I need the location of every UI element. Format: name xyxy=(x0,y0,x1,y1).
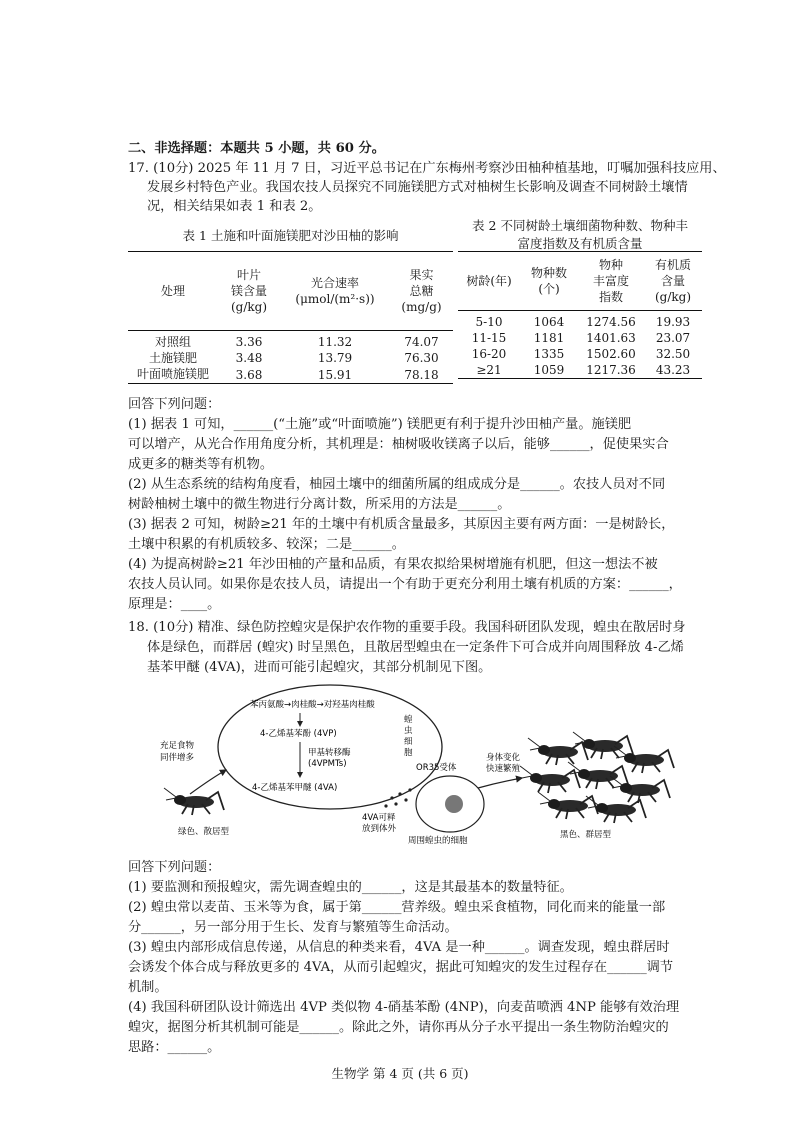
table2-cell: 1217.36 xyxy=(586,363,636,377)
q17-answer-prompt: 回答下列问题： xyxy=(128,397,221,412)
q17-question-line: (2) 从生态系统的结构角度看，柚园土壤中的细菌所属的组成成分是______。农技人员对不同 xyxy=(128,477,666,492)
q18-answer-prompt: 回答下列问题： xyxy=(128,860,221,875)
table1-header-row xyxy=(128,252,453,331)
q17-question-line: 原理是：____。 xyxy=(128,597,221,612)
cell-label-4: 胞 xyxy=(404,748,413,758)
table1-cell: 13.79 xyxy=(317,351,353,365)
table1-header-photo-l1: 光合速率 xyxy=(310,276,359,290)
table2-caption-line-1: 表 2 不同树龄土壤细菌物种数、物种丰 xyxy=(472,218,688,233)
table1-header-mg-l2: 镁含量 xyxy=(230,284,267,298)
receptor-text: OR35受体 xyxy=(416,763,457,773)
table2-header-richness xyxy=(578,252,644,311)
table2-cell: 23.07 xyxy=(655,331,691,345)
q18-question-line: (2) 蝗虫常以麦苗、玉米等为食，属于第______营养级。蝗虫采食植物，同化而来的能量一部 xyxy=(128,900,666,915)
black-gregarious-swarm-icon xyxy=(520,732,674,823)
green-solitary-locust-icon xyxy=(164,788,224,815)
table2-header-age-text: 树龄(年) xyxy=(466,274,512,288)
table1-cell: 78.18 xyxy=(404,367,439,382)
table2-header-richness-l2: 丰富度 xyxy=(592,274,629,288)
table1-cell: 3.48 xyxy=(235,351,263,365)
table1-cell: 74.07 xyxy=(404,335,439,349)
release-text-2: 放到体外 xyxy=(362,824,397,834)
q17-question-line: (1) 据表 1 可知，______(“土施”或“叶面喷施”) 镁肥更有利于提升沙田柚产量。施镁肥 xyxy=(128,417,632,432)
enzyme-text-2: (4VPMTs) xyxy=(308,759,347,769)
change-text-1: 身体变化 xyxy=(486,753,521,763)
change-text-2: 快速繁殖 xyxy=(486,764,521,774)
table2-cell: 1059 xyxy=(533,363,565,377)
table1-caption: 表 1 土施和叶面施镁肥对沙田柚的影响 xyxy=(182,228,399,243)
table2-header-richness-l1: 物种 xyxy=(598,258,623,272)
table-row xyxy=(458,311,702,331)
q17-question-line: 树龄柚树土壤中的微生物进行分离计数，所采用的方法是______。 xyxy=(128,497,511,512)
section-title: 二、非选择题：本题共 5 小题，共 60 分。 xyxy=(128,141,385,156)
cell-label-2: 虫 xyxy=(404,726,413,736)
table2-header-species-l1: 物种数 xyxy=(530,266,567,280)
table2-header-species-l2: (个) xyxy=(538,282,560,296)
table-row xyxy=(458,330,702,346)
table1-cell: 15.91 xyxy=(317,367,353,382)
table2-cell: 19.93 xyxy=(655,315,691,329)
table1-header-mg xyxy=(218,252,280,331)
table1-header-sugar-l2: 总糖 xyxy=(409,284,434,298)
table2-cell: 1181 xyxy=(533,331,565,345)
table1-cell: 土施镁肥 xyxy=(148,351,197,365)
q17-question-line: (4) 为提高树龄≥21 年沙田柚的产量和品质，有果农拟给果树增施有机肥，但这一想法不被 xyxy=(128,557,658,572)
table1-header-mg-l1: 叶片 xyxy=(236,268,261,282)
table2-cell: 1401.63 xyxy=(586,331,636,345)
q18-question-line: 蝗灾，据图分析其机制可能是______。除此之外，请你再从分子水平提出一条生物防治蝗灾的 xyxy=(128,1020,669,1035)
table1-header-mg-l3: (g/kg) xyxy=(230,300,268,314)
table1-header-sugar xyxy=(390,252,453,331)
table1 xyxy=(128,251,453,384)
page-footer: 生物学 第 4 页 (共 6 页) xyxy=(331,1066,469,1081)
table2-cell: 5-10 xyxy=(475,315,503,329)
table1-header-treatment xyxy=(128,252,218,331)
locust-mechanism-diagram xyxy=(160,682,680,846)
q18-intro-line-3: 基苯甲醚 (4VA)，进而可能引起蝗灾，其部分机制见下图。 xyxy=(147,660,492,675)
table1-header-photo-l2: (μmol/(m²·s)) xyxy=(295,292,375,306)
q17-intro-line-1: 17. (10分) 2025 年 11 月 7 日，习近平总书记在广东梅州考察沙田柚种植基地，叮嘱加强科技应用、 xyxy=(128,161,726,176)
table2-cell: 1335 xyxy=(533,347,565,361)
table2-caption-line-2: 富度指数及有机质含量 xyxy=(517,236,643,251)
table-row xyxy=(128,331,453,351)
table1-cell: 11.32 xyxy=(317,335,353,349)
release-text-1: 4VA可释 xyxy=(362,813,396,823)
table-row xyxy=(128,350,453,366)
table1-header-sugar-l3: (mg/g) xyxy=(401,300,442,314)
right-label: 黑色、群居型 xyxy=(560,830,612,840)
food-text-1: 充足食物 xyxy=(160,741,195,751)
table1-cell: 3.36 xyxy=(235,335,263,349)
table2-cell: 1274.56 xyxy=(586,315,636,329)
table2-header-organic xyxy=(644,252,702,311)
4va-text: 4-乙烯基苯甲醚 (4VA) xyxy=(252,783,338,793)
table2-cell: 43.23 xyxy=(655,363,691,377)
table2-header-organic-l2: 含量 xyxy=(660,274,685,288)
table2-header-age xyxy=(458,252,520,311)
table2-header-richness-l3: 指数 xyxy=(598,290,623,304)
q17-question-line: (3) 据表 2 可知，树龄≥21 年的土壤中有机质含量最多，其原因主要有两方面：一是树龄长， xyxy=(128,517,675,532)
table2-header-organic-l1: 有机质 xyxy=(654,258,691,272)
q18-question-line: (1) 要监测和预报蝗灾，需先调查蝗虫的______，这是其最基本的数量特征。 xyxy=(128,880,573,895)
q18-question-line: (3) 蝗虫内部形成信息传递，从信息的种类来看，4VA 是一种______。调查发现，蝗虫群居时 xyxy=(128,940,670,955)
food-text-2: 同伴增多 xyxy=(160,753,195,763)
table2 xyxy=(458,251,702,379)
neighbor-cell-nucleus xyxy=(445,795,463,813)
table1-header-photo xyxy=(280,252,390,331)
table1-cell: 76.30 xyxy=(404,351,439,365)
pathway-text: 苯丙氨酸→肉桂酸→对羟基肉桂酸 xyxy=(250,700,375,710)
table1-header-treatment-text: 处理 xyxy=(160,284,185,298)
q18-intro-line-1: 18. (10分) 精准、绿色防控蝗灾是保护农作物的重要手段。我国科研团队发现，蝗虫在散居时身 xyxy=(128,620,686,635)
table2-caption xyxy=(458,217,702,253)
q18-intro-line-2: 体是绿色，而群居 (蝗灾) 时呈黑色，且散居型蝗虫在一定条件下可合成并向周围释放 4-乙烯 xyxy=(147,640,684,655)
table2-header-species xyxy=(520,252,578,311)
left-label: 绿色、散居型 xyxy=(178,827,230,837)
q18-question-line: 机制。 xyxy=(128,980,168,995)
q18-question-line: 会诱发个体合成与释放更多的 4VA，从而引起蝗灾，据此可知蝗灾的发生过程存在______调节 xyxy=(128,960,674,975)
q18-question-line: 思路：______。 xyxy=(128,1040,221,1055)
q17-question-line: 成更多的糖类等有机物。 xyxy=(128,457,274,472)
table2-cell: 32.50 xyxy=(655,347,691,361)
table-row xyxy=(458,346,702,362)
table1-cell: 3.68 xyxy=(235,367,263,382)
cell-label-3: 细 xyxy=(404,737,413,747)
table2-cell: 16-20 xyxy=(471,347,507,361)
table2-cell: 11-15 xyxy=(471,331,507,345)
table2-header-organic-l3: (g/kg) xyxy=(654,290,692,304)
arrow-cell-to-swarm xyxy=(478,778,522,788)
table2-cell: 1064 xyxy=(533,315,565,329)
q17-intro-line-3: 况，相关结果如表 1 和表 2。 xyxy=(147,199,322,214)
table1-header-sugar-l1: 果实 xyxy=(409,268,434,282)
4vp-text: 4-乙烯基苯酚 (4VP) xyxy=(260,729,337,739)
table2-cell: 1502.60 xyxy=(586,347,636,361)
neighbor-cell-text: 周围蝗虫的细胞 xyxy=(408,836,468,846)
q18-question-line: (4) 我国科研团队设计筛选出 4VP 类似物 4-硝基苯酚 (4NP)，向麦苗喷洒 4NP 能够有效治理 xyxy=(128,1000,680,1015)
q17-question-line: 可以增产，从光合作用角度分析，其机理是：柚树吸收镁离子以后，能够______，促使果实合 xyxy=(128,437,669,452)
q17-question-line: 土壤中积累的有机质较多、较深；二是______。 xyxy=(128,537,405,552)
table-row xyxy=(458,362,702,379)
q17-intro-line-2: 发展乡村特色产业。我国农技人员探究不同施镁肥方式对柚树生长影响及调查不同树龄土壤情 xyxy=(147,180,688,195)
cell-label-1: 蝗 xyxy=(404,715,413,725)
q18-question-line: 分______，另一部分用于生长、发育与繁殖等生命活动。 xyxy=(128,920,458,935)
table2-cell: ≥21 xyxy=(476,363,502,377)
table1-cell: 叶面喷施镁肥 xyxy=(136,367,209,381)
table-row xyxy=(128,366,453,384)
table1-cell: 对照组 xyxy=(154,335,191,349)
q17-question-line: 农技人员认同。如果你是农技人员，请提出一个有助于更充分利用土壤有机质的方案：______， xyxy=(128,577,682,592)
table2-header-row xyxy=(458,252,702,311)
arrow-food-to-cell xyxy=(190,770,226,794)
enzyme-text-1: 甲基转移酶 xyxy=(308,748,351,758)
